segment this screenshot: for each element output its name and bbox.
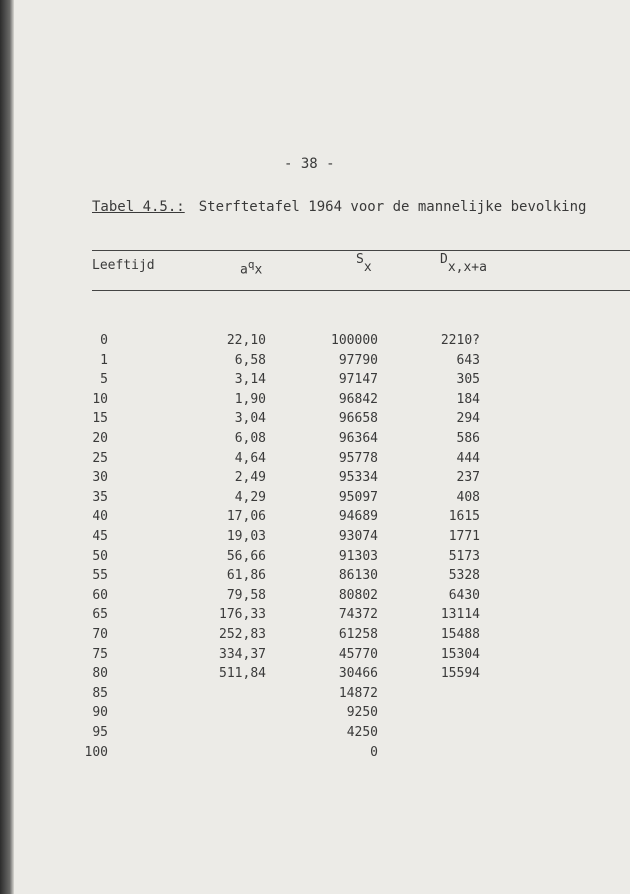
cell-age: 35 <box>92 489 108 505</box>
cell-d: 237 <box>456 470 480 486</box>
cell-d: 305 <box>456 372 480 388</box>
cell-s: 96364 <box>338 431 378 446</box>
cell-q: 3,14 <box>234 372 266 388</box>
cell-age: 95 <box>92 725 108 740</box>
table-label: Tabel 4.5.: <box>92 199 185 215</box>
cell-d: 6430 <box>448 587 480 603</box>
cell-s: 9250 <box>346 705 378 721</box>
cell-q: 56,66 <box>226 548 266 564</box>
cell-s: 4250 <box>346 725 378 740</box>
cell-q: 4,64 <box>234 450 266 466</box>
cell-s: 93074 <box>338 529 378 544</box>
table-row <box>0 647 630 666</box>
cell-s: 94689 <box>338 509 378 525</box>
table-row <box>0 470 630 489</box>
cell-s: 86130 <box>338 568 378 584</box>
table-row <box>0 568 630 587</box>
cell-q: 1,90 <box>234 391 266 407</box>
cell-d: 15488 <box>440 627 480 642</box>
cell-age: 0 <box>100 333 108 348</box>
table-row <box>0 549 630 568</box>
cell-d: 15304 <box>440 646 480 662</box>
header-q-pre: a <box>240 262 248 278</box>
cell-d: 444 <box>456 450 480 466</box>
table-row <box>0 372 630 391</box>
table-row <box>0 705 630 724</box>
table-row <box>0 529 630 548</box>
cell-d: 1771 <box>448 529 480 544</box>
cell-q: 334,37 <box>219 646 266 662</box>
cell-q: 6,58 <box>234 352 266 368</box>
cell-s: 91303 <box>338 548 378 564</box>
table-caption <box>92 199 586 215</box>
page-number: - 38 - <box>284 156 335 172</box>
header-age: Leeftijd <box>92 258 155 273</box>
cell-s: 74372 <box>338 607 378 623</box>
cell-age: 60 <box>92 587 108 603</box>
cell-age: 70 <box>92 627 108 642</box>
table-row <box>0 627 630 646</box>
header-d-sup: D <box>440 252 448 267</box>
header-s-sub: x <box>363 260 372 275</box>
cell-s: 96658 <box>338 411 378 427</box>
cell-q: 22,10 <box>226 333 266 348</box>
cell-d: 2210? <box>440 333 480 348</box>
header-q-sub: x <box>254 262 263 278</box>
table-row <box>0 353 630 372</box>
cell-d: 1615 <box>448 509 480 525</box>
cell-s: 95097 <box>338 489 378 505</box>
cell-q: 4,29 <box>234 489 266 505</box>
header-s <box>356 252 372 275</box>
table-row <box>0 392 630 411</box>
cell-s: 97790 <box>338 352 378 368</box>
cell-q: 511,84 <box>219 666 266 682</box>
cell-q: 3,04 <box>234 411 266 427</box>
cell-d: 5173 <box>448 548 480 564</box>
table-row <box>0 725 630 744</box>
cell-age: 55 <box>92 568 108 584</box>
header-top-rule <box>92 250 630 251</box>
cell-q: 2,49 <box>234 470 266 486</box>
cell-age: 50 <box>92 548 108 564</box>
cell-s: 95334 <box>338 470 378 486</box>
cell-s: 97147 <box>338 372 378 388</box>
cell-age: 90 <box>92 705 108 721</box>
cell-q: 6,08 <box>234 431 266 446</box>
cell-q: 176,33 <box>219 607 266 623</box>
cell-s: 30466 <box>338 666 378 682</box>
cell-d: 13114 <box>440 607 480 623</box>
table-row <box>0 333 630 352</box>
cell-age: 85 <box>92 685 108 701</box>
header-q <box>240 258 262 277</box>
cell-q: 61,86 <box>226 568 266 584</box>
table-row <box>0 411 630 430</box>
table-row <box>0 745 630 764</box>
table-title: Sterftetafel 1964 voor de mannelijke bevolking <box>198 199 587 215</box>
cell-s: 80802 <box>338 587 378 603</box>
cell-age: 75 <box>92 646 108 662</box>
cell-d: 408 <box>456 489 480 505</box>
cell-s: 45770 <box>338 646 378 662</box>
header-s-sup: S <box>356 252 364 267</box>
cell-age: 40 <box>92 509 108 525</box>
cell-d: 643 <box>456 352 480 368</box>
table-row <box>0 607 630 626</box>
cell-age: 45 <box>92 529 108 544</box>
cell-age: 30 <box>92 470 108 486</box>
cell-d: 586 <box>456 431 480 446</box>
cell-d: 184 <box>456 391 480 407</box>
cell-age: 65 <box>92 607 108 623</box>
table-row <box>0 666 630 685</box>
table-row <box>0 686 630 705</box>
cell-q: 79,58 <box>226 587 266 603</box>
header-d <box>440 252 487 275</box>
cell-s: 100000 <box>331 333 378 348</box>
cell-age: 80 <box>92 666 108 682</box>
table-row <box>0 588 630 607</box>
table-row <box>0 509 630 528</box>
cell-s: 61258 <box>338 627 378 642</box>
cell-age: 5 <box>100 372 108 388</box>
cell-age: 15 <box>92 411 108 427</box>
cell-age: 20 <box>92 431 108 446</box>
table-row <box>0 431 630 450</box>
cell-d: 15594 <box>440 666 480 682</box>
cell-s: 14872 <box>338 685 378 701</box>
cell-age: 10 <box>92 391 108 407</box>
table-row <box>0 451 630 470</box>
cell-s: 0 <box>370 744 378 760</box>
cell-q: 19,03 <box>226 529 266 544</box>
table-row <box>0 490 630 509</box>
cell-q: 17,06 <box>226 509 266 525</box>
cell-s: 95778 <box>338 450 378 466</box>
cell-d: 5328 <box>448 568 480 584</box>
cell-s: 96842 <box>338 391 378 407</box>
cell-age: 1 <box>100 352 108 368</box>
cell-age: 25 <box>92 450 108 466</box>
header-q-sup: q <box>247 258 255 271</box>
header-d-sub: x,x+a <box>447 260 487 275</box>
cell-age: 100 <box>84 744 108 760</box>
cell-q: 252,83 <box>219 627 266 642</box>
cell-d: 294 <box>456 411 480 427</box>
header-bottom-rule <box>92 290 630 291</box>
